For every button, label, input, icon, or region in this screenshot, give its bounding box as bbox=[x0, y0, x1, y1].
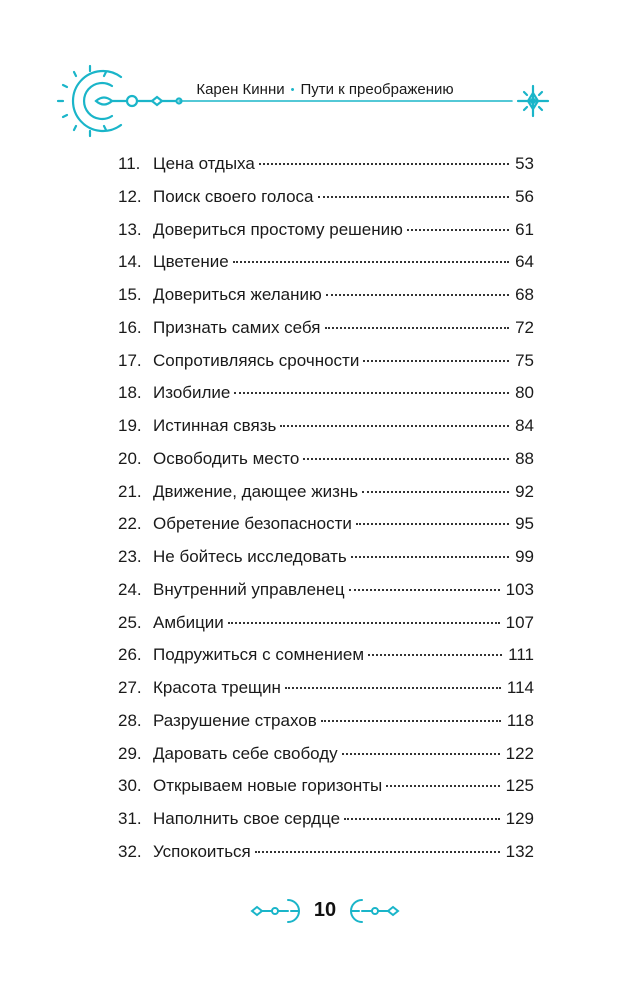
toc-dot-leader bbox=[321, 720, 501, 722]
toc-entry-number: 19. bbox=[118, 416, 142, 435]
toc-entry bbox=[118, 607, 534, 640]
toc-entry-title: Довериться простому решению bbox=[153, 219, 403, 239]
toc-entry-title: Движение, дающее жизнь bbox=[153, 481, 359, 501]
toc-entry-title: Цветение bbox=[153, 252, 229, 272]
toc-entry-page: 114 bbox=[506, 678, 534, 697]
toc-entry-number: 26. bbox=[118, 645, 142, 665]
toc-dot-leader bbox=[259, 163, 509, 165]
toc-entry-page: 95 bbox=[515, 514, 534, 534]
left-flourish-icon bbox=[252, 900, 299, 922]
toc-entry-number: 22. bbox=[118, 514, 142, 534]
toc-dot-leader bbox=[342, 753, 500, 755]
page-number: 10 bbox=[313, 899, 337, 921]
header-ornament bbox=[0, 0, 619, 140]
toc-entry-number: 31. bbox=[118, 809, 142, 828]
inner-arc-icon bbox=[84, 83, 112, 119]
diamond-icon bbox=[152, 97, 162, 105]
toc-entry-title: Открываем новые горизонты bbox=[153, 776, 383, 796]
toc-entry-page: 56 bbox=[515, 186, 534, 206]
toc-entry bbox=[118, 836, 534, 869]
toc-entry bbox=[118, 377, 534, 410]
toc-dot-leader bbox=[255, 851, 500, 853]
header-separator: • bbox=[290, 84, 295, 96]
toc-entry-number: 13. bbox=[118, 219, 142, 239]
toc-entry-title: Разрушение страхов bbox=[153, 710, 317, 730]
toc-entry bbox=[118, 508, 534, 541]
toc-entry-page: 72 bbox=[515, 317, 534, 337]
toc-entry-page: 103 bbox=[505, 579, 534, 599]
toc-entry bbox=[118, 770, 534, 803]
toc-entry-page: 92 bbox=[515, 481, 534, 501]
toc-entry-number: 14. bbox=[118, 252, 142, 272]
toc-dot-leader bbox=[280, 425, 509, 427]
toc-dot-leader bbox=[349, 589, 500, 591]
toc-entry-title: Цена отдыха bbox=[153, 154, 255, 173]
toc-entry-page: 118 bbox=[506, 710, 534, 730]
toc-entry-title: Поиск своего голоса bbox=[153, 186, 314, 206]
toc-dot-leader bbox=[325, 327, 510, 329]
toc-entry-page: 84 bbox=[515, 416, 534, 435]
toc-entry-number: 15. bbox=[118, 285, 142, 304]
toc-entry-number: 32. bbox=[118, 841, 142, 861]
toc-dot-leader bbox=[318, 196, 510, 198]
toc-entry-page: 53 bbox=[515, 154, 534, 173]
toc-entry bbox=[118, 443, 534, 476]
toc-entry bbox=[118, 181, 534, 214]
toc-entry-number: 20. bbox=[118, 448, 142, 468]
toc-entry-page: 64 bbox=[515, 252, 534, 272]
toc-entry bbox=[118, 476, 534, 509]
toc-entry-number: 16. bbox=[118, 317, 142, 337]
toc-entry-number: 21. bbox=[118, 481, 142, 501]
toc-entry bbox=[118, 574, 534, 607]
toc-dot-leader bbox=[351, 556, 509, 558]
toc-entry-number: 17. bbox=[118, 350, 142, 370]
sun-rays-icon bbox=[58, 66, 106, 136]
toc-entry bbox=[118, 738, 534, 771]
toc-dot-leader bbox=[233, 261, 509, 263]
book-title: Пути к преображению bbox=[300, 81, 454, 98]
toc-dot-leader bbox=[363, 360, 509, 362]
toc-entry-page: 107 bbox=[505, 612, 534, 632]
toc-entry-number: 24. bbox=[118, 579, 142, 599]
toc-dot-leader bbox=[344, 818, 500, 820]
toc-dot-leader bbox=[228, 622, 500, 624]
toc-entry-title: Красота трещин bbox=[153, 678, 281, 697]
toc-entry-number: 30. bbox=[118, 776, 142, 796]
running-header bbox=[175, 81, 475, 98]
toc-dot-leader bbox=[368, 654, 502, 656]
toc-dot-leader bbox=[407, 229, 509, 231]
toc-entry bbox=[118, 312, 534, 345]
toc-entry-page: 61 bbox=[515, 219, 534, 239]
toc-entry-number: 18. bbox=[118, 383, 142, 403]
toc-entry bbox=[118, 672, 534, 705]
toc-entry bbox=[118, 279, 534, 312]
toc-entry-title: Признать самих себя bbox=[153, 317, 321, 337]
toc-entry-number: 27. bbox=[118, 678, 142, 697]
toc-entry-title: Амбиции bbox=[153, 612, 224, 632]
toc-dot-leader bbox=[356, 523, 509, 525]
toc-entry-title: Успокоиться bbox=[153, 841, 251, 861]
toc-entry bbox=[118, 246, 534, 279]
toc-dot-leader bbox=[303, 458, 509, 460]
toc-dot-leader bbox=[234, 392, 509, 394]
toc-entry bbox=[118, 639, 534, 672]
table-of-contents bbox=[118, 148, 534, 869]
toc-entry-page: 132 bbox=[505, 841, 534, 861]
eye-icon bbox=[96, 98, 112, 105]
node-circle-icon bbox=[127, 96, 137, 106]
toc-entry bbox=[118, 345, 534, 378]
toc-entry-title: Изобилие bbox=[153, 383, 231, 403]
toc-entry-title: Наполнить свое сердце bbox=[153, 809, 341, 828]
toc-entry-page: 99 bbox=[515, 547, 534, 566]
toc-entry-page: 88 bbox=[515, 448, 534, 468]
star-icon bbox=[518, 86, 548, 116]
toc-dot-leader bbox=[326, 294, 509, 296]
toc-dot-leader bbox=[362, 491, 509, 493]
toc-dot-leader bbox=[386, 785, 499, 787]
toc-entry-title: Истинная связь bbox=[153, 416, 277, 435]
toc-entry bbox=[118, 541, 534, 574]
toc-entry-number: 23. bbox=[118, 547, 142, 566]
toc-entry-title: Внутренний управленец bbox=[153, 579, 345, 599]
toc-entry-title: Освободить место bbox=[153, 448, 300, 468]
toc-entry-page: 111 bbox=[508, 645, 534, 665]
toc-entry bbox=[118, 148, 534, 181]
toc-entry-title: Обретение безопасности bbox=[153, 514, 352, 534]
toc-dot-leader bbox=[285, 687, 501, 689]
toc-entry-number: 11. bbox=[118, 154, 141, 173]
page-header bbox=[0, 0, 619, 140]
toc-entry bbox=[118, 410, 534, 443]
toc-entry-title: Сопротивляясь срочности bbox=[153, 350, 360, 370]
author-name: Карен Кинни bbox=[196, 81, 285, 98]
toc-entry-title: Даровать себе свободу bbox=[153, 743, 338, 763]
toc-entry-number: 29. bbox=[118, 743, 142, 763]
toc-entry-page: 129 bbox=[505, 809, 534, 828]
page-footer bbox=[0, 892, 619, 932]
toc-entry-page: 80 bbox=[515, 383, 534, 403]
toc-entry-number: 28. bbox=[118, 710, 142, 730]
toc-entry-title: Не бойтесь исследовать bbox=[153, 547, 347, 566]
toc-entry-title: Довериться желанию bbox=[153, 285, 322, 304]
toc-entry bbox=[118, 803, 534, 836]
toc-entry bbox=[118, 214, 534, 247]
toc-entry-page: 68 bbox=[515, 285, 534, 304]
toc-entry-page: 75 bbox=[515, 350, 534, 370]
toc-entry-page: 122 bbox=[505, 743, 534, 763]
toc-entry bbox=[118, 705, 534, 738]
toc-entry-page: 125 bbox=[505, 776, 534, 796]
right-flourish-icon bbox=[351, 900, 398, 922]
toc-entry-number: 25. bbox=[118, 612, 142, 632]
toc-entry-title: Подружиться с сомнением bbox=[153, 645, 365, 665]
toc-entry-number: 12. bbox=[118, 186, 142, 206]
